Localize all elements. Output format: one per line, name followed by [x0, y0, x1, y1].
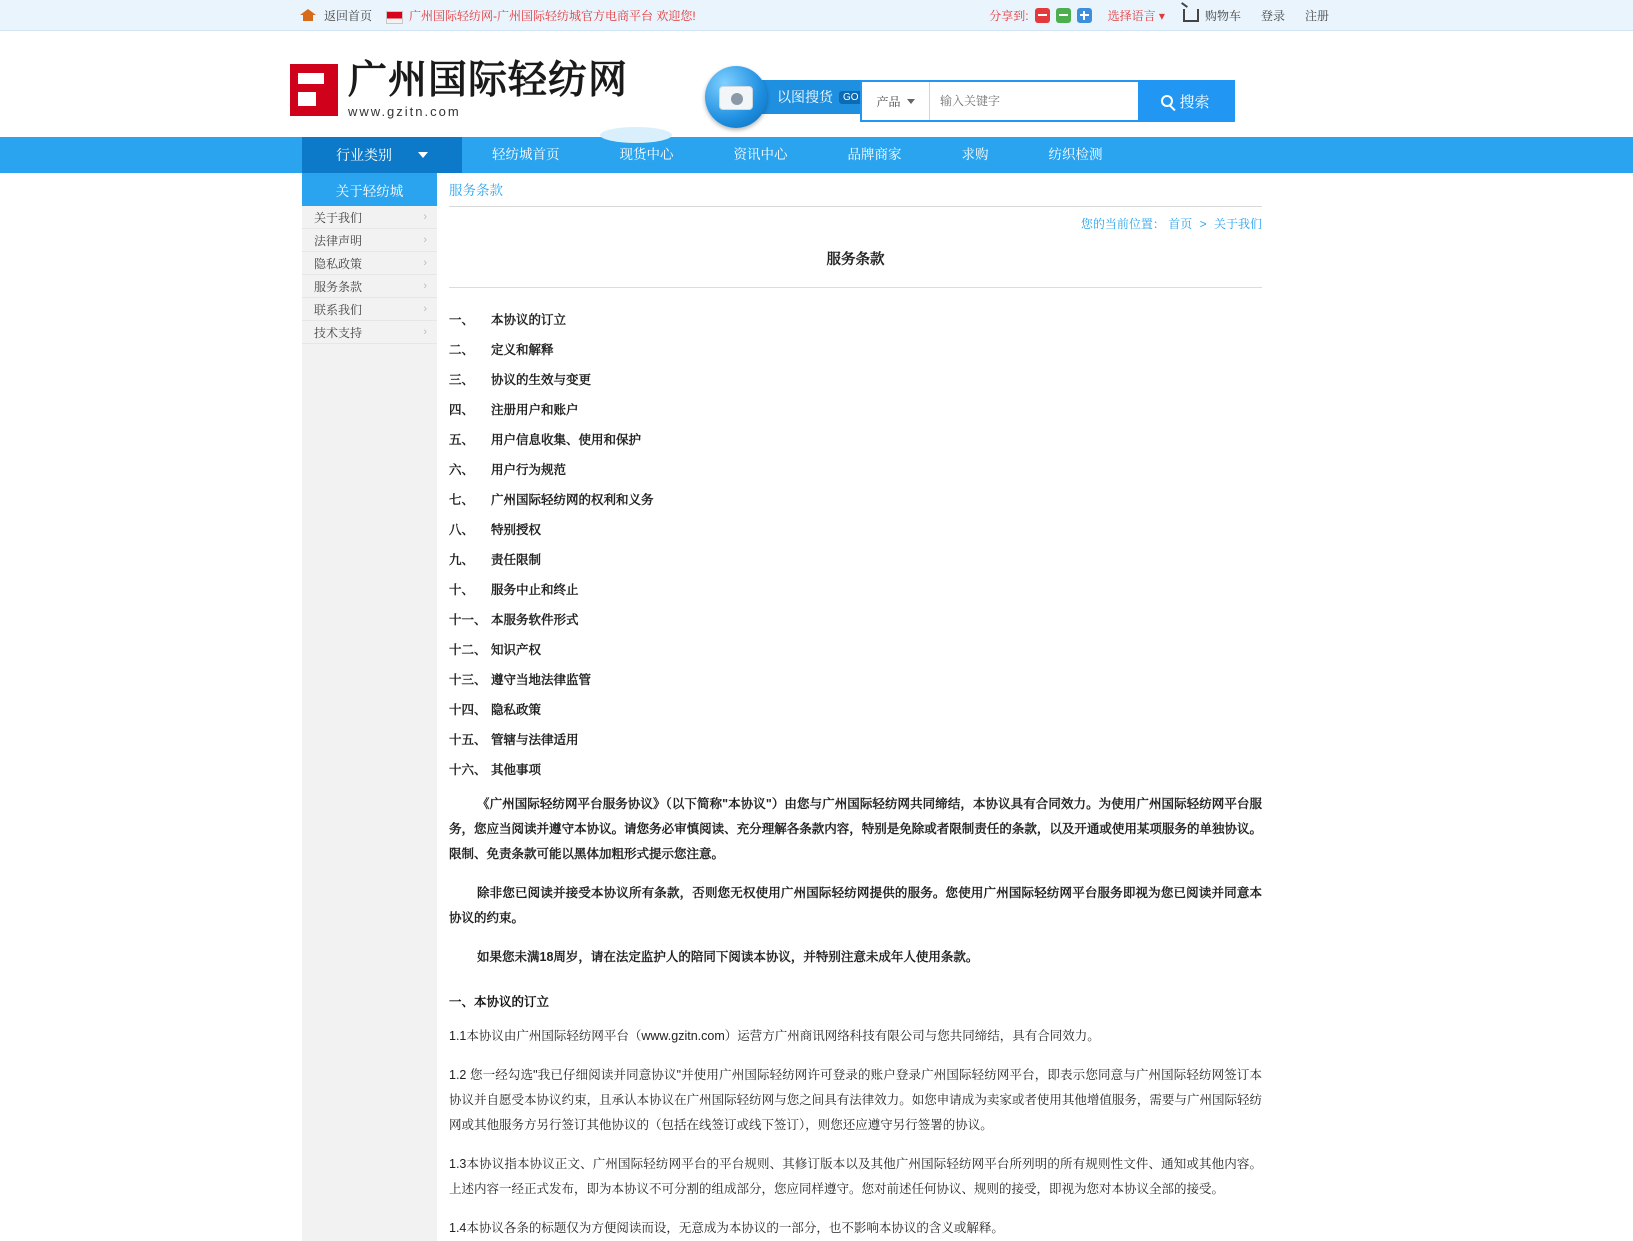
sidebar-item-tech-support[interactable]	[302, 321, 437, 344]
intro-paragraph: 《广州国际轻纺网平台服务协议》（以下简称"本协议"）由您与广州国际轻纺网共同缔结，本协议具有合同效力。为使用广州国际轻纺网平台服务，您应当阅读并遵守本协议。请您务必审慎阅读、充分理解各条款内容，特别是免除或者限制责任的条款，以及开通或使用某项服务的单独协议。限制、免责条款可能以黑体加粗形式提示您注意。	[449, 797, 1262, 861]
toc-item[interactable]	[449, 550, 1262, 568]
nav-category-label: 行业类别	[336, 147, 392, 163]
toc-number: 十三、	[449, 673, 487, 687]
toc-label: 用户信息收集、使用和保护	[491, 433, 642, 447]
toc-item[interactable]	[449, 430, 1262, 448]
chevron-down-icon: ▾	[1158, 8, 1165, 23]
toc-item[interactable]	[449, 670, 1262, 688]
toc-label: 协议的生效与变更	[491, 373, 592, 387]
logo-url: www.gzitn.com	[348, 104, 461, 119]
sidebar	[302, 173, 437, 1241]
login-link[interactable]: 登录	[1260, 8, 1285, 23]
chevron-right-icon: ›	[423, 303, 427, 315]
toc-number: 十五、	[449, 733, 487, 747]
search-category-label: 产品	[876, 94, 901, 109]
image-search-label: 以图搜货	[777, 89, 833, 105]
toc-item[interactable]	[449, 460, 1262, 478]
chevron-right-icon: ›	[423, 280, 427, 292]
breadcrumb	[449, 215, 1262, 232]
wechat-icon[interactable]	[1056, 8, 1071, 23]
toc-label: 隐私政策	[491, 703, 542, 717]
search-button-label: 搜索	[1179, 93, 1210, 111]
register-link[interactable]: 注册	[1304, 8, 1329, 23]
section-one-paragraph: 1.2 您一经勾选"我已仔细阅读并同意协议"并使用广州国际轻纺网许可登录的账户登录广州国际轻纺网平台，即表示您同意与广州国际轻纺网签订本协议并自愿受本协议约束，且承认本协议在广州国际轻纺网与您之间具有法律效力。如您申请成为卖家或者使用其他增值服务，需要与广州国际轻纺网或其他服务方另行签订其他协议的（包括在线签订或线下签订），则您还应遵守另行签署的协议。	[449, 1068, 1262, 1132]
toc-label: 本协议的订立	[491, 313, 567, 327]
toc-label: 广州国际轻纺网的权利和义务	[491, 493, 654, 507]
toc-item[interactable]	[449, 760, 1262, 778]
china-flag-icon	[386, 11, 403, 24]
chevron-down-icon	[907, 99, 915, 104]
chevron-right-icon: ›	[423, 211, 427, 223]
sidebar-item-label: 关于我们	[314, 210, 363, 225]
toc-label: 责任限制	[491, 553, 542, 567]
toc-item[interactable]	[449, 640, 1262, 658]
back-to-home-link[interactable]: 返回首页	[324, 8, 373, 23]
toc-item[interactable]	[449, 370, 1262, 388]
toc-label: 注册用户和账户	[491, 403, 579, 417]
toc-label: 其他事项	[491, 763, 542, 777]
section-one-paragraph: 1.3本协议指本协议正文、广州国际轻纺网平台的平台规则、其修订版本以及其他广州国际轻纺网平台所列明的所有规则性文件、通知或其他内容。上述内容一经正式发布，即为本协议不可分割的组成部分，您应同样遵守。您对前述任何协议、规则的接受，即视为您对本协议全部的接受。	[449, 1157, 1262, 1196]
sidebar-item-contact-us[interactable]	[302, 298, 437, 321]
site-notice: 广州国际轻纺网-广州国际轻纺城官方电商平台 欢迎您!	[409, 8, 696, 23]
main-column	[437, 173, 1262, 1241]
top-bar	[0, 0, 1633, 31]
nav-category-menu[interactable]	[302, 137, 462, 173]
image-search-badge: GO	[839, 91, 863, 104]
page-content	[0, 173, 1633, 1241]
search-icon	[1161, 95, 1173, 107]
search-category-select[interactable]	[862, 82, 930, 120]
toc-number: 六、	[449, 463, 475, 477]
sidebar-item-label: 隐私政策	[314, 256, 363, 271]
language-select-label: 选择语言	[1107, 8, 1156, 23]
toc-item[interactable]	[449, 520, 1262, 538]
intro-section	[449, 792, 1262, 970]
image-search-button[interactable]	[705, 66, 873, 128]
toc-label: 本服务软件形式	[491, 613, 579, 627]
chevron-right-icon: ›	[423, 257, 427, 269]
toc-number: 十一、	[449, 613, 487, 627]
toc-item[interactable]	[449, 340, 1262, 358]
nav-items	[462, 137, 1133, 173]
logo-text: 广州国际轻纺网	[348, 58, 629, 103]
section-one-paragraph: 1.1本协议由广州国际轻纺网平台（www.gzitn.com）运营方广州商讯网络科技有限公司与您共同缔结，具有合同效力。	[449, 1029, 1100, 1043]
site-header	[0, 31, 1633, 137]
page-title: 服务条款	[826, 252, 885, 268]
site-logo[interactable]	[290, 58, 629, 119]
toc-item[interactable]	[449, 580, 1262, 598]
top-bar-right	[989, 7, 1343, 24]
toc-label: 特别授权	[491, 523, 542, 537]
search-button[interactable]	[1138, 82, 1233, 120]
divider	[449, 287, 1262, 288]
table-of-contents	[449, 310, 1262, 778]
sidebar-item-privacy-policy[interactable]	[302, 252, 437, 275]
breadcrumb-separator: >	[1199, 217, 1207, 231]
camera-icon	[705, 66, 767, 128]
section-label: 服务条款	[449, 179, 1262, 207]
toc-item[interactable]	[449, 610, 1262, 628]
sidebar-item-legal-notice[interactable]	[302, 229, 437, 252]
search-input[interactable]	[930, 82, 1138, 120]
toc-label: 遵守当地法律监管	[491, 673, 592, 687]
toc-item[interactable]	[449, 400, 1262, 418]
language-select[interactable]	[1108, 7, 1165, 24]
nav-item-testing[interactable]: 纺织检测	[1048, 147, 1103, 162]
sina-weibo-icon[interactable]	[1035, 8, 1050, 23]
sidebar-item-label: 法律声明	[314, 233, 363, 248]
toc-number: 十六、	[449, 763, 487, 777]
toc-label: 服务中止和终止	[491, 583, 579, 597]
toc-number: 一、	[449, 313, 475, 327]
section-one	[449, 992, 1262, 1241]
toc-item[interactable]	[449, 490, 1262, 508]
toc-number: 二、	[449, 343, 475, 357]
toc-item[interactable]	[449, 730, 1262, 748]
breadcrumb-current: 关于我们	[1213, 217, 1262, 231]
chevron-right-icon: ›	[423, 326, 427, 338]
nav-item-brands[interactable]: 品牌商家	[847, 147, 902, 162]
search-box	[860, 80, 1235, 122]
intro-paragraph: 除非您已阅读并接受本协议所有条款，否则您无权使用广州国际轻纺网提供的服务。您使用广州国际轻纺网平台服务即视为您已阅读并同意本协议的约束。	[449, 886, 1262, 925]
toc-number: 三、	[449, 373, 475, 387]
toc-number: 八、	[449, 523, 475, 537]
nav-item-news-center[interactable]: 资讯中心	[733, 147, 788, 162]
toc-item[interactable]	[449, 310, 1262, 328]
sidebar-item-label: 服务条款	[314, 279, 363, 294]
sidebar-item-label: 联系我们	[314, 302, 363, 317]
section-one-heading: 一、本协议的订立	[449, 995, 550, 1009]
chevron-right-icon: ›	[423, 234, 427, 246]
toc-label: 管辖与法律适用	[491, 733, 579, 747]
home-icon[interactable]	[300, 8, 316, 22]
toc-label: 定义和解释	[491, 343, 554, 357]
sidebar-title: 关于轻纺城	[302, 173, 437, 206]
shopping-cart-icon[interactable]	[1183, 9, 1199, 22]
qzone-icon[interactable]	[1077, 8, 1092, 23]
sidebar-item-label: 技术支持	[314, 325, 363, 340]
logo-mark-icon	[290, 64, 338, 116]
chevron-down-icon	[418, 152, 428, 158]
toc-number: 七、	[449, 493, 475, 507]
toc-number: 四、	[449, 403, 475, 417]
toc-number: 九、	[449, 553, 475, 567]
breadcrumb-home-link[interactable]: 首页	[1168, 217, 1193, 231]
toc-number: 十二、	[449, 643, 487, 657]
nav-item-purchase[interactable]: 求购	[961, 147, 989, 162]
cart-link[interactable]: 购物车	[1204, 8, 1241, 23]
toc-number: 五、	[449, 433, 475, 447]
nav-item-home[interactable]: 轻纺城首页	[492, 147, 560, 162]
toc-item[interactable]	[449, 700, 1262, 718]
breadcrumb-prefix: 您的当前位置：	[1080, 217, 1165, 231]
section-one-paragraph: 1.4本协议各条的标题仅为方便阅读而设，无意成为本协议的一部分，也不影响本协议的含义或解释。	[449, 1221, 1004, 1235]
sidebar-item-terms-of-service[interactable]	[302, 275, 437, 298]
decorative-blob	[600, 127, 672, 143]
sidebar-item-about-us[interactable]	[302, 206, 437, 229]
toc-number: 十四、	[449, 703, 487, 717]
toc-label: 知识产权	[491, 643, 542, 657]
toc-number: 十、	[449, 583, 475, 597]
toc-label: 用户行为规范	[491, 463, 567, 477]
intro-paragraph: 如果您未满18周岁，请在法定监护人的陪同下阅读本协议，并特别注意未成年人使用条款。	[477, 950, 979, 964]
nav-item-spot-center[interactable]: 现货中心	[619, 147, 674, 162]
share-label: 分享到:	[989, 8, 1029, 23]
main-nav	[0, 137, 1633, 173]
